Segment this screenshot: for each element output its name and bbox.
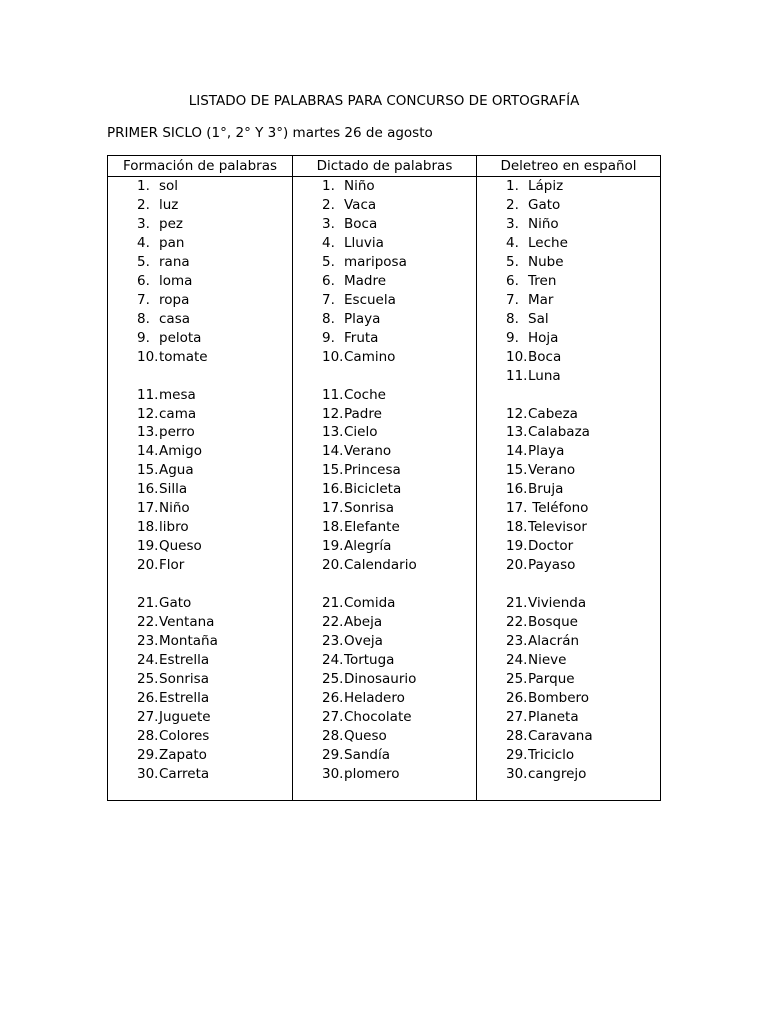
item-word: Estrella bbox=[159, 652, 210, 668]
item-word: Carreta bbox=[159, 765, 210, 782]
list-item bbox=[137, 310, 190, 328]
item-number: 3. bbox=[137, 215, 150, 232]
item-number: 25. bbox=[506, 670, 528, 687]
list-item bbox=[137, 442, 202, 460]
list-item bbox=[506, 499, 588, 517]
column-divider bbox=[292, 156, 293, 800]
item-number: 4. bbox=[506, 234, 519, 251]
list-item bbox=[137, 632, 218, 650]
item-number: 7. bbox=[322, 291, 335, 308]
list-item bbox=[506, 234, 568, 252]
item-word: mariposa bbox=[344, 253, 407, 270]
list-item bbox=[506, 253, 564, 271]
item-word: Boca bbox=[344, 215, 378, 232]
item-number: 17. bbox=[137, 500, 159, 517]
list-item bbox=[137, 196, 178, 214]
item-word: Niño bbox=[344, 178, 375, 194]
column-header-dictado: Dictado de palabras bbox=[316, 158, 453, 174]
item-word: Bosque bbox=[528, 614, 578, 631]
item-word: Caravana bbox=[528, 727, 593, 744]
item-number: 15. bbox=[322, 462, 344, 479]
item-number: 14. bbox=[137, 443, 159, 460]
list-item bbox=[137, 651, 209, 669]
list-item bbox=[506, 765, 586, 783]
item-word: Alacrán bbox=[528, 633, 580, 650]
item-word: Montaña bbox=[159, 633, 218, 650]
list-item bbox=[137, 689, 209, 707]
list-item bbox=[322, 518, 400, 536]
list-item bbox=[137, 405, 196, 423]
item-number: 23. bbox=[506, 633, 528, 650]
list-item bbox=[137, 708, 211, 726]
column-header-formacion: Formación de palabras bbox=[122, 158, 278, 174]
item-word: Leche bbox=[528, 234, 568, 251]
item-number: 19. bbox=[137, 538, 159, 555]
item-word: rana bbox=[159, 253, 190, 270]
item-word: ropa bbox=[159, 291, 190, 308]
item-number: 26. bbox=[137, 689, 159, 706]
item-number: 13. bbox=[322, 424, 344, 441]
item-word: Nube bbox=[528, 253, 564, 270]
item-word: Boca bbox=[528, 348, 562, 365]
item-word: Zapato bbox=[159, 746, 207, 763]
item-number: 12. bbox=[506, 405, 528, 422]
item-word: Doctor bbox=[528, 538, 574, 555]
item-number: 30. bbox=[506, 765, 528, 782]
list-item bbox=[322, 234, 384, 252]
list-item bbox=[137, 670, 209, 688]
item-number: 29. bbox=[137, 746, 159, 763]
item-number: 24. bbox=[137, 652, 159, 668]
list-item bbox=[137, 177, 178, 195]
item-number: 1. bbox=[506, 178, 519, 194]
item-number: 16. bbox=[506, 481, 528, 498]
list-item bbox=[322, 594, 395, 612]
list-item bbox=[506, 272, 556, 290]
item-number: 27. bbox=[506, 708, 528, 725]
list-item bbox=[506, 613, 578, 631]
item-number: 1. bbox=[137, 178, 150, 194]
item-word: Camino bbox=[344, 348, 396, 365]
list-item bbox=[322, 442, 391, 460]
list-item bbox=[506, 556, 575, 574]
item-word: Coche bbox=[344, 386, 386, 403]
item-number: 30. bbox=[137, 765, 159, 782]
word-list-table bbox=[107, 155, 661, 801]
item-number: 12. bbox=[322, 405, 344, 422]
item-number: 2. bbox=[322, 196, 335, 213]
item-number: 28. bbox=[137, 727, 159, 744]
item-word: Fruta bbox=[344, 329, 379, 346]
list-item bbox=[506, 632, 579, 650]
list-item bbox=[322, 310, 380, 328]
item-number: 3. bbox=[322, 215, 335, 232]
item-number: 11. bbox=[137, 386, 159, 403]
item-number: 7. bbox=[506, 291, 519, 308]
item-word: pelota bbox=[159, 329, 202, 346]
item-word: pan bbox=[159, 234, 185, 251]
item-word: Heladero bbox=[344, 689, 405, 706]
list-item bbox=[506, 670, 575, 688]
item-number: 9. bbox=[506, 329, 519, 346]
item-word: mesa bbox=[159, 386, 196, 403]
list-item bbox=[322, 196, 376, 214]
list-item bbox=[322, 215, 377, 233]
item-word: cangrejo bbox=[528, 765, 587, 782]
column-divider bbox=[476, 156, 477, 800]
list-item bbox=[137, 746, 207, 764]
item-word: Niño bbox=[159, 500, 190, 517]
item-number: 3. bbox=[506, 215, 519, 232]
list-item bbox=[137, 765, 209, 783]
item-word: Sonrisa bbox=[344, 500, 394, 517]
item-word: Triciclo bbox=[528, 746, 575, 763]
list-item bbox=[137, 423, 195, 441]
list-item bbox=[137, 291, 189, 309]
item-number: 24. bbox=[322, 652, 344, 668]
item-number: 11. bbox=[322, 386, 344, 403]
list-item bbox=[137, 613, 214, 631]
item-number: 14. bbox=[322, 443, 344, 460]
list-item bbox=[137, 461, 194, 479]
list-item bbox=[506, 310, 549, 328]
document-title: LISTADO DE PALABRAS PARA CONCURSO DE ORTOGRAFÍA bbox=[188, 93, 580, 109]
item-number: 10. bbox=[506, 348, 528, 365]
item-word: luz bbox=[159, 196, 179, 213]
list-item bbox=[137, 348, 208, 366]
item-number: 27. bbox=[322, 708, 344, 725]
item-number: 1. bbox=[322, 178, 335, 194]
item-word: casa bbox=[159, 310, 191, 327]
item-number: 6. bbox=[322, 272, 335, 289]
item-word: Televisor bbox=[528, 519, 587, 536]
item-word: Princesa bbox=[344, 462, 401, 479]
list-item bbox=[322, 746, 390, 764]
item-number: 10. bbox=[322, 348, 344, 365]
list-item bbox=[137, 234, 184, 252]
column-header-deletreo: Deletreo en español bbox=[500, 158, 637, 174]
list-item bbox=[506, 537, 573, 555]
item-word: tomate bbox=[159, 348, 208, 365]
list-item bbox=[137, 329, 201, 347]
item-number: 21. bbox=[137, 595, 159, 612]
item-number: 17. bbox=[322, 500, 344, 517]
item-number: 23. bbox=[137, 633, 159, 650]
item-word: Gato bbox=[528, 196, 561, 213]
item-number: 16. bbox=[322, 481, 344, 498]
item-number: 18. bbox=[137, 519, 159, 536]
item-word: Luna bbox=[528, 367, 561, 384]
item-word: Verano bbox=[344, 443, 392, 460]
item-number: 26. bbox=[322, 689, 344, 706]
item-word: Amigo bbox=[159, 443, 202, 460]
item-word: Calendario bbox=[344, 557, 417, 574]
item-word: Vivienda bbox=[528, 595, 587, 612]
list-item bbox=[322, 765, 400, 783]
item-word: Madre bbox=[344, 272, 387, 289]
list-item bbox=[322, 348, 395, 366]
list-item bbox=[506, 291, 553, 309]
item-word: Agua bbox=[159, 462, 194, 479]
item-word: Bicicleta bbox=[344, 481, 402, 498]
item-word: Playa bbox=[528, 443, 565, 460]
list-item bbox=[322, 537, 391, 555]
item-word: sol bbox=[159, 178, 179, 194]
item-word: Dinosaurio bbox=[344, 670, 417, 687]
item-word: Lápiz bbox=[528, 178, 564, 194]
list-item bbox=[506, 215, 559, 233]
list-item bbox=[322, 689, 405, 707]
list-item bbox=[506, 746, 574, 764]
list-item bbox=[322, 480, 401, 498]
item-word: Hoja bbox=[528, 329, 559, 346]
list-item bbox=[137, 253, 190, 271]
item-number: 6. bbox=[137, 272, 150, 289]
item-word: Juguete bbox=[159, 708, 211, 725]
list-item bbox=[137, 518, 189, 536]
list-item bbox=[322, 272, 386, 290]
item-number: 7. bbox=[137, 291, 150, 308]
item-number: 8. bbox=[322, 310, 335, 327]
item-number: 20. bbox=[137, 557, 159, 574]
item-word: Chocolate bbox=[344, 708, 412, 725]
item-word: libro bbox=[159, 519, 189, 536]
item-number: 23. bbox=[322, 633, 344, 650]
item-word: Abeja bbox=[344, 614, 383, 631]
item-word: Tren bbox=[528, 272, 557, 289]
item-word: cama bbox=[159, 405, 197, 422]
document-subtitle: PRIMER SICLO (1°, 2° Y 3°) martes 26 de agosto bbox=[107, 125, 433, 141]
list-item bbox=[322, 651, 394, 669]
item-number: 2. bbox=[506, 196, 519, 213]
item-word: Bruja bbox=[528, 481, 564, 498]
item-word: Lluvia bbox=[344, 234, 384, 251]
item-number: 28. bbox=[506, 727, 528, 744]
item-word: Elefante bbox=[344, 519, 400, 536]
item-number: 28. bbox=[322, 727, 344, 744]
list-item bbox=[322, 405, 382, 423]
item-word: perro bbox=[159, 424, 195, 441]
list-item bbox=[506, 196, 560, 214]
item-word: Oveja bbox=[344, 633, 383, 650]
item-word: Sal bbox=[528, 310, 549, 327]
item-word: Queso bbox=[159, 538, 202, 555]
item-word: Playa bbox=[344, 310, 381, 327]
item-number: 19. bbox=[322, 538, 344, 555]
item-word: Silla bbox=[159, 481, 188, 498]
list-item bbox=[506, 461, 575, 479]
item-number: 22. bbox=[322, 614, 344, 631]
list-item bbox=[322, 423, 378, 441]
item-number: 15. bbox=[137, 462, 159, 479]
list-item bbox=[137, 499, 190, 517]
item-number: 4. bbox=[322, 234, 335, 251]
item-number: 13. bbox=[137, 424, 159, 441]
item-number: 8. bbox=[506, 310, 519, 327]
item-word: Alegría bbox=[344, 538, 392, 555]
item-word: Ventana bbox=[159, 614, 215, 631]
item-number: 21. bbox=[506, 595, 528, 612]
list-item bbox=[322, 708, 412, 726]
item-number: 24. bbox=[506, 652, 528, 668]
item-word: Padre bbox=[344, 405, 382, 422]
item-word: Mar bbox=[528, 291, 554, 308]
list-item bbox=[506, 367, 561, 385]
item-number: 22. bbox=[506, 614, 528, 631]
item-number: 18. bbox=[506, 519, 528, 536]
item-number: 13. bbox=[506, 424, 528, 441]
list-item bbox=[322, 727, 387, 745]
item-word: Estrella bbox=[159, 689, 210, 706]
item-number: 9. bbox=[322, 329, 335, 346]
item-number: 2. bbox=[137, 196, 150, 213]
item-number: 18. bbox=[322, 519, 344, 536]
item-number: 29. bbox=[506, 746, 528, 763]
item-word: Cabeza bbox=[528, 405, 578, 422]
item-number: 22. bbox=[137, 614, 159, 631]
list-item bbox=[137, 594, 191, 612]
list-item bbox=[137, 480, 187, 498]
item-word: Colores bbox=[159, 727, 210, 744]
item-word: Teléfono bbox=[528, 500, 589, 517]
item-number: 5. bbox=[137, 253, 150, 270]
list-item bbox=[137, 727, 209, 745]
item-word: Payaso bbox=[528, 557, 576, 574]
item-number: 9. bbox=[137, 329, 150, 346]
item-number: 25. bbox=[322, 670, 344, 687]
list-item bbox=[506, 689, 589, 707]
list-item bbox=[322, 670, 416, 688]
item-number: 26. bbox=[506, 689, 528, 706]
list-item bbox=[506, 329, 558, 347]
list-item bbox=[137, 386, 196, 404]
list-item bbox=[506, 423, 590, 441]
list-item bbox=[137, 272, 192, 290]
item-word: loma bbox=[159, 272, 193, 289]
list-item bbox=[322, 291, 396, 309]
item-number: 6. bbox=[506, 272, 519, 289]
item-number: 27. bbox=[137, 708, 159, 725]
list-item bbox=[322, 556, 417, 574]
item-word: Nieve bbox=[528, 652, 567, 668]
item-number: 8. bbox=[137, 310, 150, 327]
header-divider bbox=[108, 176, 660, 177]
item-word: pez bbox=[159, 215, 183, 232]
item-word: Vaca bbox=[344, 196, 377, 213]
item-word: Niño bbox=[528, 215, 559, 232]
list-item bbox=[322, 461, 401, 479]
list-item bbox=[506, 708, 579, 726]
item-number: 4. bbox=[137, 234, 150, 251]
list-item bbox=[322, 613, 382, 631]
item-number: 30. bbox=[322, 765, 344, 782]
item-word: Planeta bbox=[528, 708, 579, 725]
item-number: 19. bbox=[506, 538, 528, 555]
list-item bbox=[137, 556, 184, 574]
list-item bbox=[506, 480, 563, 498]
item-word: Bombero bbox=[528, 689, 590, 706]
item-word: Parque bbox=[528, 670, 575, 687]
item-number: 11. bbox=[506, 367, 528, 384]
list-item bbox=[137, 537, 202, 555]
item-number: 29. bbox=[322, 746, 344, 763]
item-number: 5. bbox=[506, 253, 519, 270]
list-item bbox=[322, 499, 394, 517]
item-number: 14. bbox=[506, 443, 528, 460]
item-number: 25. bbox=[137, 670, 159, 687]
list-item bbox=[506, 442, 564, 460]
item-number: 20. bbox=[506, 557, 528, 574]
item-word: Comida bbox=[344, 595, 396, 612]
list-item bbox=[506, 405, 578, 423]
list-item bbox=[322, 329, 378, 347]
item-word: Tortuga bbox=[344, 652, 395, 668]
list-item bbox=[506, 594, 586, 612]
item-word: Flor bbox=[159, 557, 185, 574]
item-number: 15. bbox=[506, 462, 528, 479]
list-item bbox=[322, 253, 407, 271]
item-word: Sonrisa bbox=[159, 670, 209, 687]
item-number: 17. bbox=[506, 500, 528, 517]
item-word: plomero bbox=[344, 765, 400, 782]
item-number: 5. bbox=[322, 253, 335, 270]
item-number: 16. bbox=[137, 481, 159, 498]
list-item bbox=[506, 348, 561, 366]
item-number: 12. bbox=[137, 405, 159, 422]
item-word: Cielo bbox=[344, 424, 378, 441]
list-item bbox=[322, 386, 386, 404]
list-item bbox=[506, 518, 587, 536]
list-item bbox=[506, 651, 566, 669]
list-item bbox=[506, 177, 563, 195]
item-number: 21. bbox=[322, 595, 344, 612]
item-word: Sandía bbox=[344, 746, 390, 763]
list-item bbox=[137, 215, 183, 233]
item-word: Calabaza bbox=[528, 424, 590, 441]
item-number: 10. bbox=[137, 348, 159, 365]
list-item bbox=[506, 727, 593, 745]
item-word: Verano bbox=[528, 462, 576, 479]
list-item bbox=[322, 632, 383, 650]
item-word: Queso bbox=[344, 727, 387, 744]
list-item bbox=[322, 177, 375, 195]
item-word: Gato bbox=[159, 595, 192, 612]
item-number: 20. bbox=[322, 557, 344, 574]
item-word: Escuela bbox=[344, 291, 396, 308]
